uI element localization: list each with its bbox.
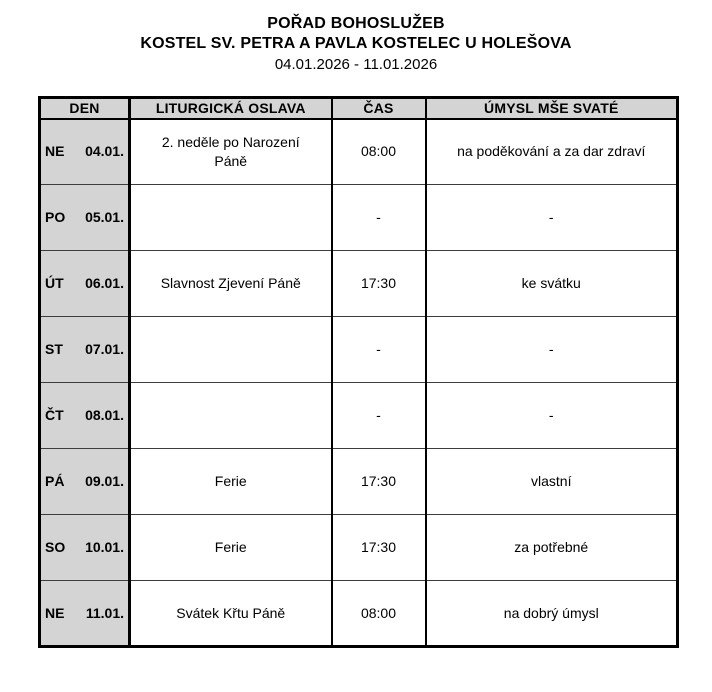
table-row [40,251,678,317]
day-abbrev: SO [45,539,66,555]
day-cell [40,317,130,383]
celebration-cell [130,185,332,251]
day-cell [40,449,130,515]
intention-cell: vlastní [426,449,678,515]
celebration-cell: 2. neděle po Narození Páně [130,119,332,185]
schedule-table [38,96,679,648]
table-row [40,581,678,647]
day-date: 08.01. [85,407,124,423]
day-cell [40,581,130,647]
day-date: 10.01. [85,539,124,555]
day-cell [40,185,130,251]
celebration-cell: Slavnost Zjevení Páně [130,251,332,317]
table-row [40,119,678,185]
day-cell [40,383,130,449]
celebration-cell: Ferie [130,449,332,515]
time-cell: 08:00 [332,119,426,185]
day-cell [40,515,130,581]
intention-cell: na poděkování a za dar zdraví [426,119,678,185]
day-date: 07.01. [85,341,124,357]
table-row [40,185,678,251]
celebration-cell: Svátek Křtu Páně [130,581,332,647]
day-abbrev: PO [45,209,66,225]
day-date: 06.01. [85,275,124,291]
header-liturgicka-oslava: LITURGICKÁ OSLAVA [130,98,332,119]
intention-cell: za potřebné [426,515,678,581]
day-date: 04.01. [85,143,124,160]
time-cell: 17:30 [332,449,426,515]
celebration-cell [130,317,332,383]
day-abbrev: NE [45,143,65,160]
time-cell: - [332,317,426,383]
celebration-cell [130,383,332,449]
time-cell: 08:00 [332,581,426,647]
table-row [40,317,678,383]
header-cas: ČAS [332,98,426,119]
day-date: 09.01. [85,473,124,489]
day-abbrev: PÁ [45,473,65,489]
time-cell: 17:30 [332,515,426,581]
intention-cell: na dobrý úmysl [426,581,678,647]
day-cell [40,251,130,317]
intention-cell: - [426,185,678,251]
church-name: KOSTEL SV. PETRA A PAVLA KOSTELEC U HOLEŠOVA [140,35,572,52]
time-cell: - [332,185,426,251]
date-range: 04.01.2026 - 11.01.2026 [274,56,438,73]
intention-cell: - [426,383,678,449]
day-abbrev: NE [45,604,65,621]
day-date: 05.01. [85,209,124,225]
day-date: 11.01. [85,604,124,621]
table-row [40,515,678,581]
time-cell: 17:30 [332,251,426,317]
day-abbrev: ČT [45,407,64,423]
table-row [40,449,678,515]
header-umysl: ÚMYSL MŠE SVATÉ [426,98,678,119]
intention-cell: ke svátku [426,251,678,317]
day-abbrev: ÚT [45,275,64,291]
celebration-cell: Ferie [130,515,332,581]
day-abbrev: ST [45,341,63,357]
intention-cell: - [426,317,678,383]
header-den: DEN [40,98,130,119]
page-title: POŘAD BOHOSLUŽEB [267,15,445,32]
time-cell: - [332,383,426,449]
title-block [0,0,712,75]
table-row [40,383,678,449]
day-cell [40,119,130,185]
table-header-row [40,98,678,119]
